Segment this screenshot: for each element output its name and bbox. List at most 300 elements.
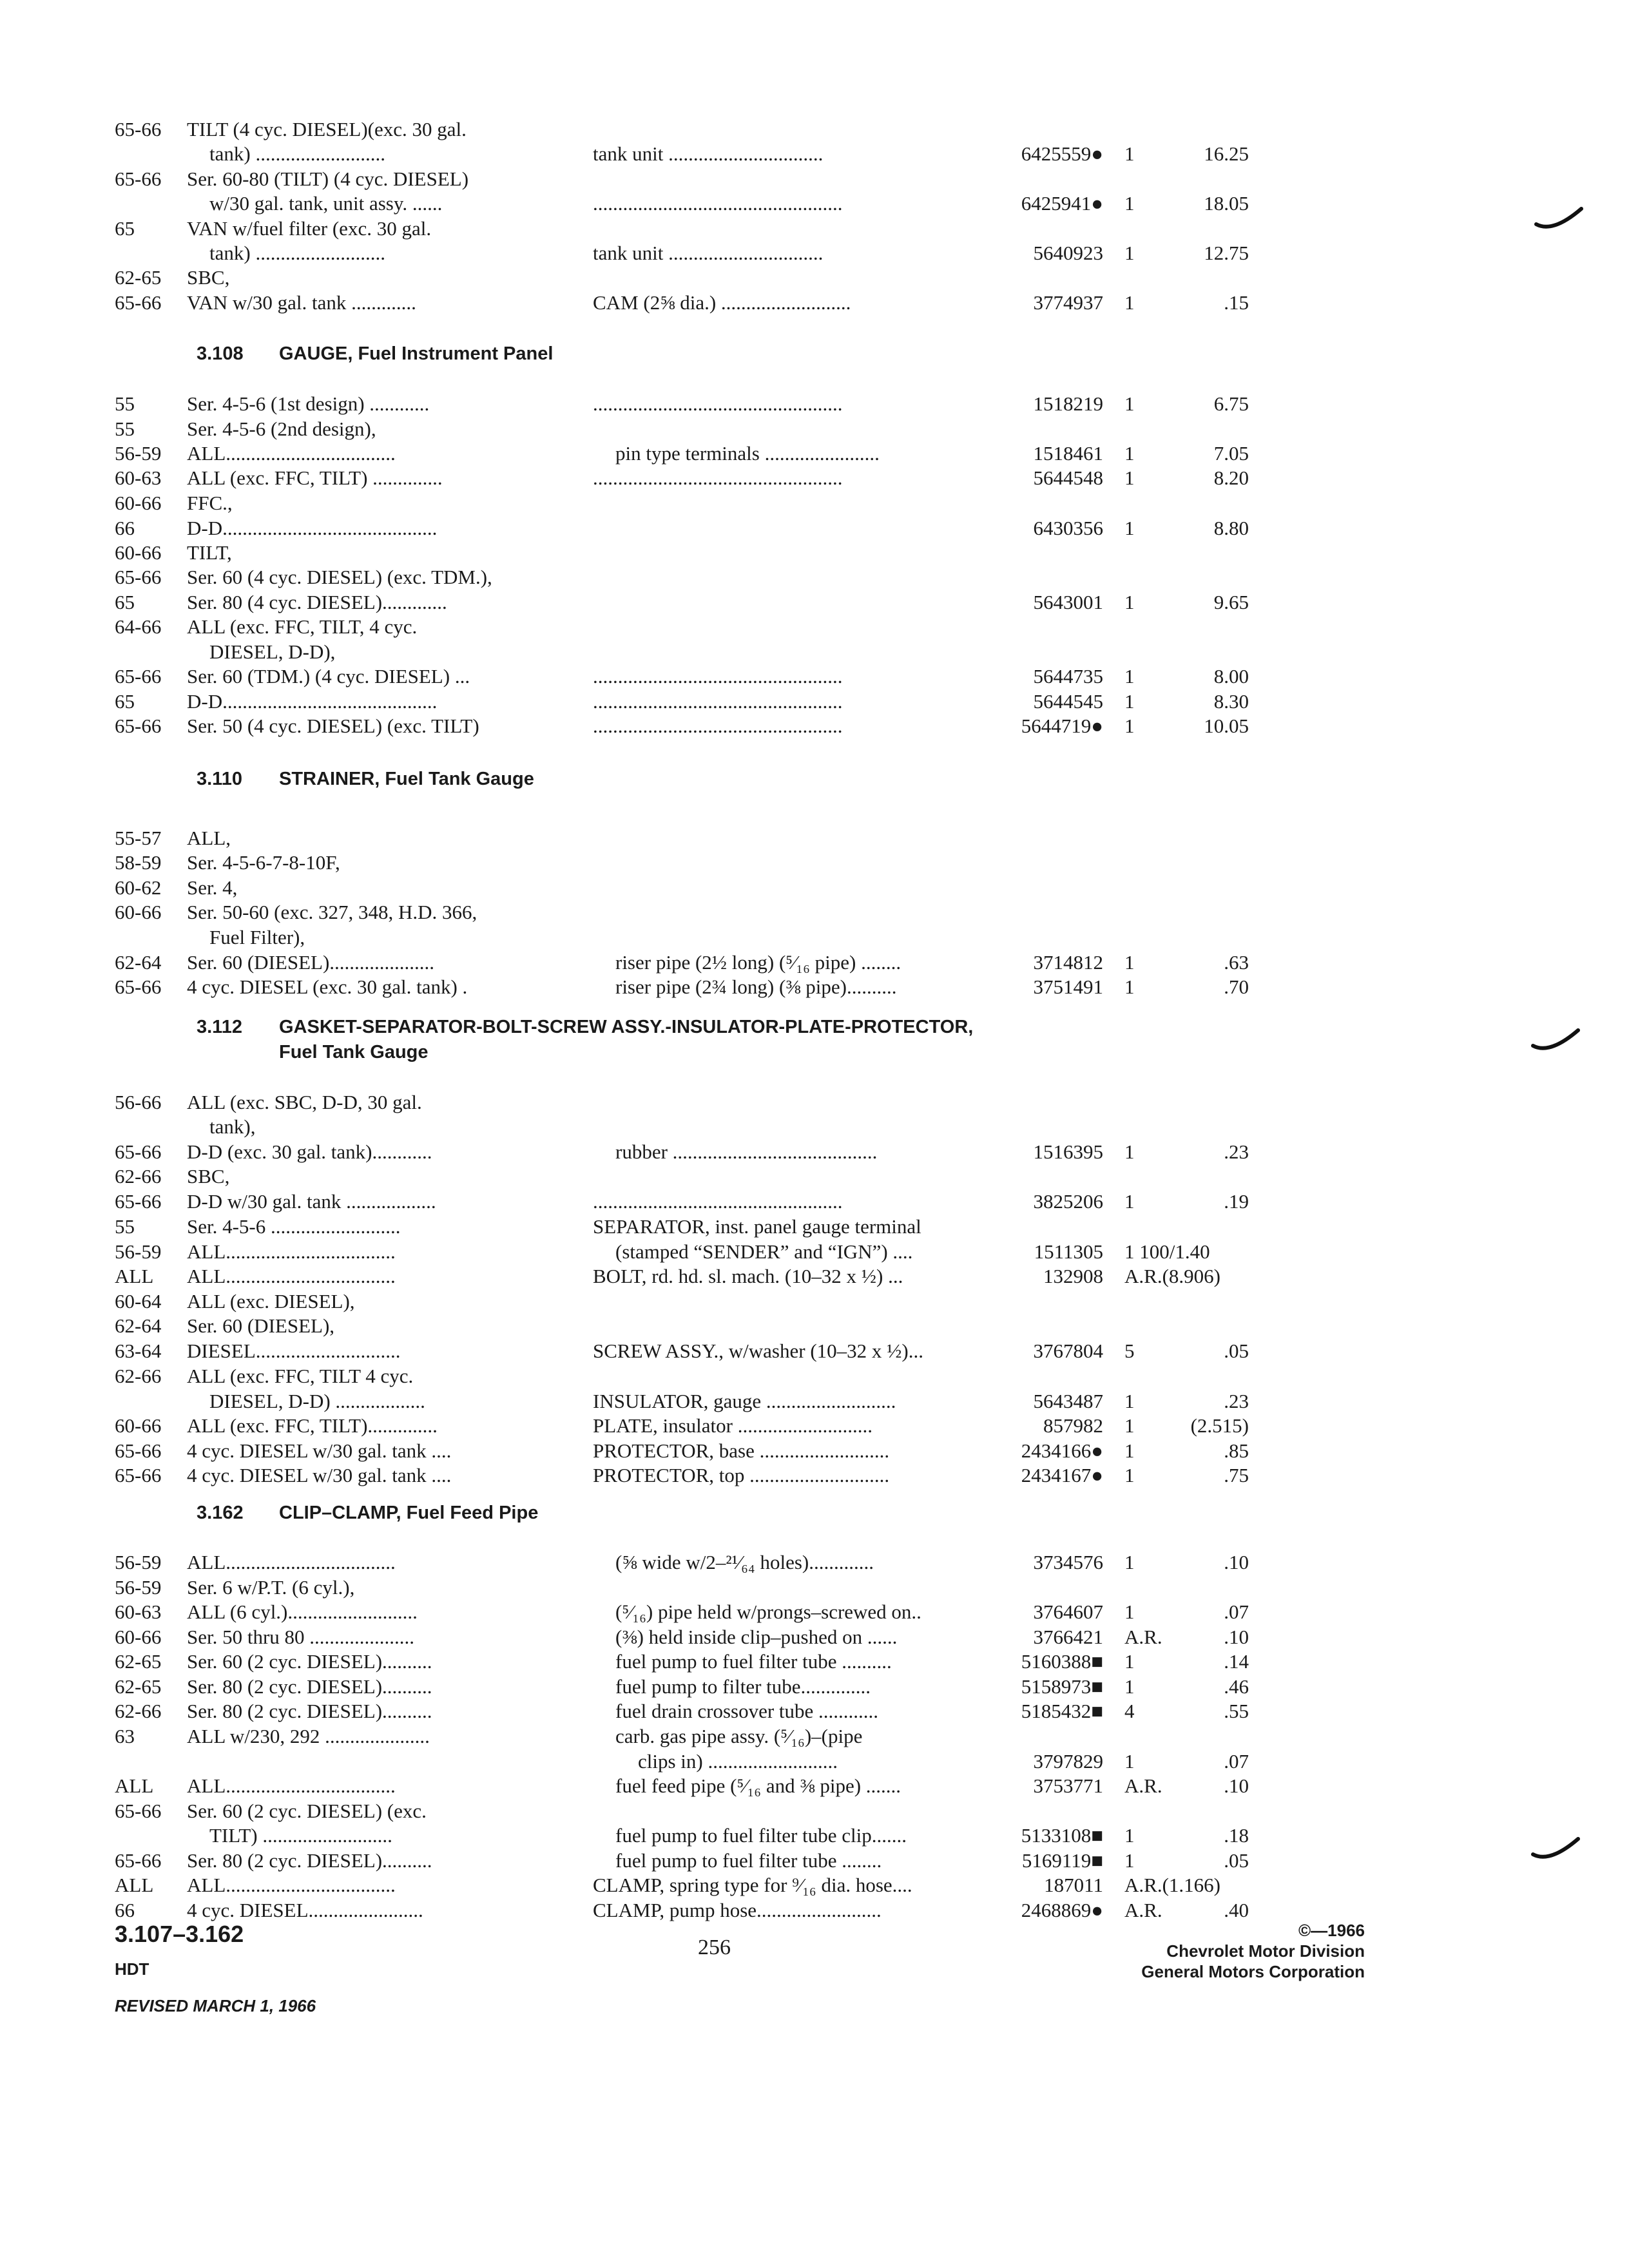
model-description: Ser. 50 (4 cyc. DIESEL) (exc. TILT): [187, 715, 479, 737]
part-description: fuel pump to filter tube..............: [615, 1675, 871, 1698]
parts-row: [0, 1700, 1629, 1723]
model-year: 62-66: [115, 1365, 162, 1387]
quantity: 1: [1124, 466, 1135, 489]
parts-row: [0, 266, 1629, 289]
model-description: Ser. 50-60 (exc. 327, 348, H.D. 366,: [187, 901, 477, 923]
price: 12.75: [1204, 242, 1249, 264]
model-description: Ser. 4-5-6 (1st design) ............: [187, 392, 430, 415]
part-description: fuel pump to fuel filter tube ..........: [615, 1650, 892, 1673]
quantity-price: A.R.(8.906): [1124, 1265, 1220, 1287]
model-description: ALL..................................: [187, 1551, 396, 1573]
parts-row: [0, 1340, 1629, 1363]
quantity: 1: [1124, 1464, 1135, 1486]
price: .55: [1224, 1700, 1249, 1722]
price: .05: [1224, 1849, 1249, 1872]
part-description: ..................................................: [593, 690, 843, 713]
parts-row: [0, 1414, 1629, 1437]
parts-row: [0, 665, 1629, 688]
part-number: 1511305: [1034, 1240, 1103, 1263]
model-description: Ser. 4-5-6 (2nd design),: [187, 418, 376, 440]
part-description: fuel pump to fuel filter tube ........: [615, 1849, 882, 1872]
model-description: ALL w/230, 292 .....................: [187, 1725, 430, 1747]
price: 7.05: [1213, 442, 1249, 465]
model-year: 65-66: [115, 1190, 162, 1213]
price: .63: [1224, 951, 1249, 974]
part-description: ..................................................: [593, 466, 843, 489]
quantity: A.R.: [1124, 1626, 1162, 1648]
part-number: 3751491: [1033, 975, 1103, 998]
model-year: 62-64: [115, 951, 162, 974]
model-year: 60-64: [115, 1290, 162, 1312]
model-description: Ser. 60 (TDM.) (4 cyc. DIESEL) ...: [187, 665, 470, 687]
section-number: 3.110: [197, 769, 242, 789]
quantity: 1: [1124, 392, 1135, 415]
part-description: ..................................................: [593, 392, 843, 415]
quantity-price: A.R.(1.166): [1124, 1874, 1220, 1896]
quantity: 1: [1124, 951, 1135, 974]
price: 8.30: [1213, 690, 1249, 713]
part-number: 2434167●: [1021, 1464, 1103, 1486]
part-description: INSULATOR, gauge ..........................: [593, 1390, 896, 1412]
price: 16.25: [1204, 142, 1249, 165]
parts-row: [0, 1874, 1629, 1897]
model-year: 56-59: [115, 1240, 162, 1263]
model-description: tank) ..........................: [209, 242, 385, 264]
part-description: riser pipe (2½ long) (⁵⁄₁₆ pipe) ........: [615, 951, 901, 974]
part-number: 5644735: [1033, 665, 1103, 687]
model-year: ALL: [115, 1774, 154, 1797]
part-number: 6425559●: [1021, 142, 1103, 165]
parts-row: [0, 1390, 1629, 1413]
price: .10: [1224, 1774, 1249, 1797]
parts-row: [0, 1240, 1629, 1264]
part-description: ..................................................: [593, 1190, 843, 1213]
model-description: Ser. 60 (DIESEL),: [187, 1314, 335, 1337]
parts-row: [0, 1600, 1629, 1624]
part-description: fuel drain crossover tube ............: [615, 1700, 879, 1722]
section-3-112-subheading: [0, 1041, 1629, 1063]
model-description: TILT (4 cyc. DIESEL)(exc. 30 gal.: [187, 118, 467, 140]
model-description: ALL..................................: [187, 442, 396, 465]
section-title: GASKET-SEPARATOR-BOLT-SCREW ASSY.-INSULATOR-PLATE-PROTECTOR,: [279, 1017, 974, 1037]
model-year: 63: [115, 1725, 135, 1747]
part-description: pin type terminals .......................: [615, 442, 880, 465]
parts-row: [0, 951, 1629, 974]
model-year: ALL: [115, 1874, 154, 1896]
model-description: Ser. 80 (2 cyc. DIESEL)..........: [187, 1849, 432, 1872]
section-number: 3.112: [197, 1017, 242, 1037]
part-number: 3764607: [1033, 1600, 1103, 1623]
part-description: fuel feed pipe (⁵⁄₁₆ and ⅜ pipe) .......: [615, 1774, 901, 1797]
catalog-code: HDT: [115, 1959, 149, 1979]
parts-row: [0, 851, 1629, 874]
parts-row: [0, 1551, 1629, 1574]
model-year: 60-63: [115, 466, 162, 489]
model-description: D-D...........................................: [187, 690, 438, 713]
model-description: 4 cyc. DIESEL w/30 gal. tank ....: [187, 1464, 452, 1486]
part-number: 5644545: [1033, 690, 1103, 713]
model-description: SBC,: [187, 266, 230, 289]
part-number: 3774937: [1033, 291, 1103, 314]
parts-row: [0, 466, 1629, 490]
model-description: ALL,: [187, 827, 231, 849]
model-year: 64-66: [115, 615, 162, 638]
price: .10: [1224, 1551, 1249, 1573]
model-year: 62-65: [115, 266, 162, 289]
section-3-162-heading: [0, 1502, 1629, 1524]
part-description: tank unit ...............................: [593, 242, 824, 264]
quantity: 1: [1124, 715, 1135, 737]
model-description: DIESEL.............................: [187, 1340, 401, 1362]
price: .40: [1224, 1899, 1249, 1921]
revised-date: REVISED MARCH 1, 1966: [115, 1996, 316, 2015]
model-description: ALL (exc. FFC, TILT 4 cyc.: [187, 1365, 414, 1387]
part-description: PROTECTOR, top ............................: [593, 1464, 890, 1486]
parts-row: [0, 1626, 1629, 1649]
parts-row: [0, 291, 1629, 314]
quantity: 1: [1124, 1390, 1135, 1412]
part-number: 3766421: [1033, 1626, 1103, 1648]
price: .07: [1224, 1750, 1249, 1773]
model-year: 66: [115, 517, 135, 539]
parts-row: [0, 926, 1629, 949]
parts-row: [0, 1115, 1629, 1139]
model-year: 60-63: [115, 1600, 162, 1623]
parts-row: [0, 591, 1629, 614]
model-description: ALL..................................: [187, 1240, 396, 1263]
quantity: 4: [1124, 1700, 1135, 1722]
model-year: 55-57: [115, 827, 162, 849]
model-description: Ser. 4,: [187, 876, 238, 899]
model-description: D-D (exc. 30 gal. tank)............: [187, 1140, 432, 1163]
price: .15: [1224, 291, 1249, 314]
model-description: Ser. 60-80 (TILT) (4 cyc. DIESEL): [187, 168, 469, 190]
price: .23: [1224, 1390, 1249, 1412]
part-number: 5643487: [1033, 1390, 1103, 1412]
model-year: 60-62: [115, 876, 162, 899]
model-description: Ser. 60 (DIESEL).....................: [187, 951, 435, 974]
price: .18: [1224, 1824, 1249, 1847]
price: .85: [1224, 1439, 1249, 1462]
part-description: rubber .........................................: [615, 1140, 878, 1163]
model-description: Ser. 4-5-6 ..........................: [187, 1215, 401, 1238]
parts-row: [0, 1165, 1629, 1188]
model-description: ALL (exc. FFC, TILT)..............: [187, 1414, 438, 1437]
model-year: 65-66: [115, 1439, 162, 1462]
part-description: BOLT, rd. hd. sl. mach. (10–32 x ½) ...: [593, 1265, 903, 1287]
price: 6.75: [1213, 392, 1249, 415]
model-year: 62-65: [115, 1650, 162, 1673]
model-year: 65-66: [115, 1140, 162, 1163]
part-description: ..................................................: [593, 665, 843, 687]
model-year: 63-64: [115, 1340, 162, 1362]
model-description: DIESEL, D-D) ..................: [209, 1390, 425, 1412]
model-description: ALL..................................: [187, 1774, 396, 1797]
price: .19: [1224, 1190, 1249, 1213]
model-description: ALL (exc. SBC, D-D, 30 gal.: [187, 1091, 422, 1113]
model-description: 4 cyc. DIESEL.......................: [187, 1899, 423, 1921]
part-description: (stamped “SENDER” and “IGN”) ....: [615, 1240, 913, 1263]
part-description: SEPARATOR, inst. panel gauge terminal: [593, 1215, 921, 1238]
model-year: 56-59: [115, 1576, 162, 1599]
part-number: 5640923: [1033, 242, 1103, 264]
quantity: 1: [1124, 242, 1135, 264]
model-year: ALL: [115, 1265, 154, 1287]
quantity: 5: [1124, 1340, 1135, 1362]
section-subtitle: Fuel Tank Gauge: [279, 1042, 429, 1062]
model-description: VAN w/30 gal. tank .............: [187, 291, 416, 314]
quantity: 1: [1124, 192, 1135, 215]
check-mark-icon: [1530, 1835, 1582, 1867]
part-description: SCREW ASSY., w/washer (10–32 x ½)...: [593, 1340, 923, 1362]
model-description: ALL (exc. FFC, TILT) ..............: [187, 466, 443, 489]
part-number: 5160388■: [1021, 1650, 1103, 1673]
model-description: Ser. 80 (2 cyc. DIESEL)..........: [187, 1675, 432, 1698]
model-year: 65-66: [115, 975, 162, 998]
model-description: Ser. 6 w/P.T. (6 cyl.),: [187, 1576, 355, 1599]
parts-row: [0, 1215, 1629, 1238]
model-description: VAN w/fuel filter (exc. 30 gal.: [187, 217, 432, 240]
publisher-block: [1141, 1920, 1365, 1982]
quantity: 1: [1124, 1824, 1135, 1847]
part-description: carb. gas pipe assy. (⁵⁄₁₆)–(pipe: [615, 1725, 863, 1747]
parts-row: [0, 517, 1629, 540]
model-year: 65-66: [115, 665, 162, 687]
parts-row: [0, 1576, 1629, 1599]
part-number: 1516395: [1033, 1140, 1103, 1163]
section-number: 3.162: [197, 1503, 244, 1523]
parts-row: [0, 1464, 1629, 1487]
check-mark-icon: [1534, 205, 1585, 237]
part-number: 5185432■: [1021, 1700, 1103, 1722]
parts-row: [0, 1650, 1629, 1673]
page-number: 256: [698, 1936, 731, 1959]
part-number: 5133108■: [1021, 1824, 1103, 1847]
parts-row: [0, 827, 1629, 850]
model-year: 65-66: [115, 291, 162, 314]
part-number: 5643001: [1033, 591, 1103, 613]
model-year: 65: [115, 591, 135, 613]
quantity: 1: [1124, 1190, 1135, 1213]
quantity: 1: [1124, 1650, 1135, 1673]
model-year: 65-66: [115, 566, 162, 588]
quantity: 1: [1124, 142, 1135, 165]
parts-row: [0, 392, 1629, 416]
model-description: ALL (exc. DIESEL),: [187, 1290, 355, 1312]
model-description: DIESEL, D-D),: [209, 640, 336, 663]
model-year: 55: [115, 418, 135, 440]
part-description: ..................................................: [593, 192, 843, 215]
model-description: Ser. 80 (2 cyc. DIESEL)..........: [187, 1700, 432, 1722]
parts-row: [0, 566, 1629, 589]
part-number: 3734576: [1033, 1551, 1103, 1573]
model-description: 4 cyc. DIESEL (exc. 30 gal. tank) .: [187, 975, 468, 998]
part-description: CLAMP, pump hose.........................: [593, 1899, 882, 1921]
parts-row: [0, 142, 1629, 166]
check-mark-icon: [1530, 1026, 1582, 1059]
model-year: 56-59: [115, 1551, 162, 1573]
section-number: 3.108: [197, 343, 244, 364]
quantity: 1: [1124, 1551, 1135, 1573]
model-year: 65-66: [115, 1800, 162, 1822]
parts-row: [0, 1314, 1629, 1338]
parts-row: [0, 242, 1629, 265]
model-description: 4 cyc. DIESEL w/30 gal. tank ....: [187, 1439, 452, 1462]
model-year: 62-64: [115, 1314, 162, 1337]
part-description: fuel pump to fuel filter tube clip.......: [615, 1824, 907, 1847]
model-description: Ser. 60 (4 cyc. DIESEL) (exc. TDM.),: [187, 566, 492, 588]
price: .14: [1224, 1650, 1249, 1673]
part-number: 2434166●: [1021, 1439, 1103, 1462]
model-year: 65-66: [115, 1849, 162, 1872]
parts-row: [0, 615, 1629, 639]
quantity: 1: [1124, 517, 1135, 539]
model-description: TILT) ..........................: [209, 1824, 392, 1847]
quantity: A.R.: [1124, 1899, 1162, 1921]
quantity: A.R.: [1124, 1774, 1162, 1797]
parts-row: [0, 1800, 1629, 1823]
price: (2.515): [1190, 1414, 1249, 1437]
model-year: 65-66: [115, 1464, 162, 1486]
quantity: 1: [1124, 1675, 1135, 1698]
parts-row: [0, 1675, 1629, 1698]
parts-row: [0, 640, 1629, 664]
part-number: 1518461: [1033, 442, 1103, 465]
parts-row: [0, 1774, 1629, 1798]
model-description: D-D w/30 gal. tank ..................: [187, 1190, 436, 1213]
price: .05: [1224, 1340, 1249, 1362]
parts-row: [0, 168, 1629, 191]
quantity: 1: [1124, 1439, 1135, 1462]
parts-row: [0, 1849, 1629, 1872]
parts-row: [0, 1899, 1629, 1922]
parts-row: [0, 118, 1629, 141]
quantity: 1: [1124, 591, 1135, 613]
parts-row: [0, 1265, 1629, 1288]
quantity-price: 1 100/1.40: [1124, 1240, 1210, 1263]
parts-row: [0, 1824, 1629, 1847]
model-description: D-D...........................................: [187, 517, 438, 539]
parts-row: [0, 442, 1629, 465]
model-description: Ser. 50 thru 80 .....................: [187, 1626, 415, 1648]
model-description: Ser. 60 (2 cyc. DIESEL)..........: [187, 1650, 432, 1673]
corporation-name: General Motors Corporation: [1141, 1962, 1365, 1981]
model-description: ALL (exc. FFC, TILT, 4 cyc.: [187, 615, 418, 638]
section-title: STRAINER, Fuel Tank Gauge: [279, 769, 534, 789]
model-year: 62-66: [115, 1700, 162, 1722]
parts-row: [0, 492, 1629, 515]
model-year: 66: [115, 1899, 135, 1921]
part-description: tank unit ...............................: [593, 142, 824, 165]
model-year: 60-66: [115, 492, 162, 514]
price: 9.65: [1213, 591, 1249, 613]
section-title: CLIP–CLAMP, Fuel Feed Pipe: [279, 1503, 539, 1523]
parts-row: [0, 1091, 1629, 1114]
price: .10: [1224, 1626, 1249, 1648]
model-description: ALL (6 cyl.)..........................: [187, 1600, 418, 1623]
model-description: Ser. 4-5-6-7-8-10F,: [187, 851, 340, 874]
parts-row: [0, 715, 1629, 738]
model-description: ALL..................................: [187, 1874, 396, 1896]
part-number: 187011: [1044, 1874, 1103, 1896]
price: 8.20: [1213, 466, 1249, 489]
model-description: TILT,: [187, 541, 232, 564]
part-number: 6430356: [1033, 517, 1103, 539]
parts-row: [0, 1190, 1629, 1213]
section-title: GAUGE, Fuel Instrument Panel: [279, 343, 554, 364]
part-description: PLATE, insulator ...........................: [593, 1414, 872, 1437]
quantity: 1: [1124, 975, 1135, 998]
quantity: 1: [1124, 1600, 1135, 1623]
part-number: 3767804: [1033, 1340, 1103, 1362]
part-number: 3797829: [1033, 1750, 1103, 1773]
model-year: 65-66: [115, 715, 162, 737]
part-number: 2468869●: [1021, 1899, 1103, 1921]
parts-row: [0, 1439, 1629, 1463]
model-description: Ser. 60 (2 cyc. DIESEL) (exc.: [187, 1800, 427, 1822]
quantity: 1: [1124, 1849, 1135, 1872]
price: 8.00: [1213, 665, 1249, 687]
part-description: (⅜) held inside clip–pushed on ......: [615, 1626, 898, 1648]
parts-row: [0, 975, 1629, 999]
price: .07: [1224, 1600, 1249, 1623]
model-year: 60-66: [115, 901, 162, 923]
parts-row: [0, 192, 1629, 215]
model-description: tank) ..........................: [209, 142, 385, 165]
model-description: Ser. 80 (4 cyc. DIESEL).............: [187, 591, 447, 613]
section-3-108-heading: [0, 343, 1629, 365]
copyright: ©—1966: [1298, 1921, 1365, 1940]
model-description: w/30 gal. tank, unit assy. ......: [209, 192, 443, 215]
price: .75: [1224, 1464, 1249, 1486]
model-year: 60-66: [115, 1626, 162, 1648]
part-number: 5644719●: [1021, 715, 1103, 737]
parts-row: [0, 217, 1629, 240]
model-description: FFC.,: [187, 492, 233, 514]
parts-row: [0, 901, 1629, 924]
parts-row: [0, 876, 1629, 899]
part-number: 3753771: [1033, 1774, 1103, 1797]
price: 10.05: [1204, 715, 1249, 737]
parts-row: [0, 1365, 1629, 1388]
division-name: Chevrolet Motor Division: [1166, 1941, 1365, 1961]
model-description: ALL..................................: [187, 1265, 396, 1287]
price: .46: [1224, 1675, 1249, 1698]
part-number: 5644548: [1033, 466, 1103, 489]
part-number: 3714812: [1033, 951, 1103, 974]
model-year: 56-66: [115, 1091, 162, 1113]
price: 8.80: [1213, 517, 1249, 539]
model-year: 65: [115, 690, 135, 713]
part-number: 5169119■: [1021, 1849, 1103, 1872]
part-number: 5158973■: [1021, 1675, 1103, 1698]
part-description: ..................................................: [593, 715, 843, 737]
model-year: 56-59: [115, 442, 162, 465]
price: .70: [1224, 975, 1249, 998]
model-year: 60-66: [115, 541, 162, 564]
quantity: 1: [1124, 1750, 1135, 1773]
quantity: 1: [1124, 1414, 1135, 1437]
part-description: clips in) ..........................: [638, 1750, 838, 1773]
part-description: CAM (2⅝ dia.) ..........................: [593, 291, 851, 314]
page-range: 3.107–3.162: [115, 1921, 244, 1947]
part-number: 3825206: [1033, 1190, 1103, 1213]
model-year: 65-66: [115, 168, 162, 190]
model-year: 65-66: [115, 118, 162, 140]
parts-row: [0, 418, 1629, 441]
model-description: tank),: [209, 1115, 256, 1138]
section-3-112-heading: [0, 1016, 1629, 1038]
